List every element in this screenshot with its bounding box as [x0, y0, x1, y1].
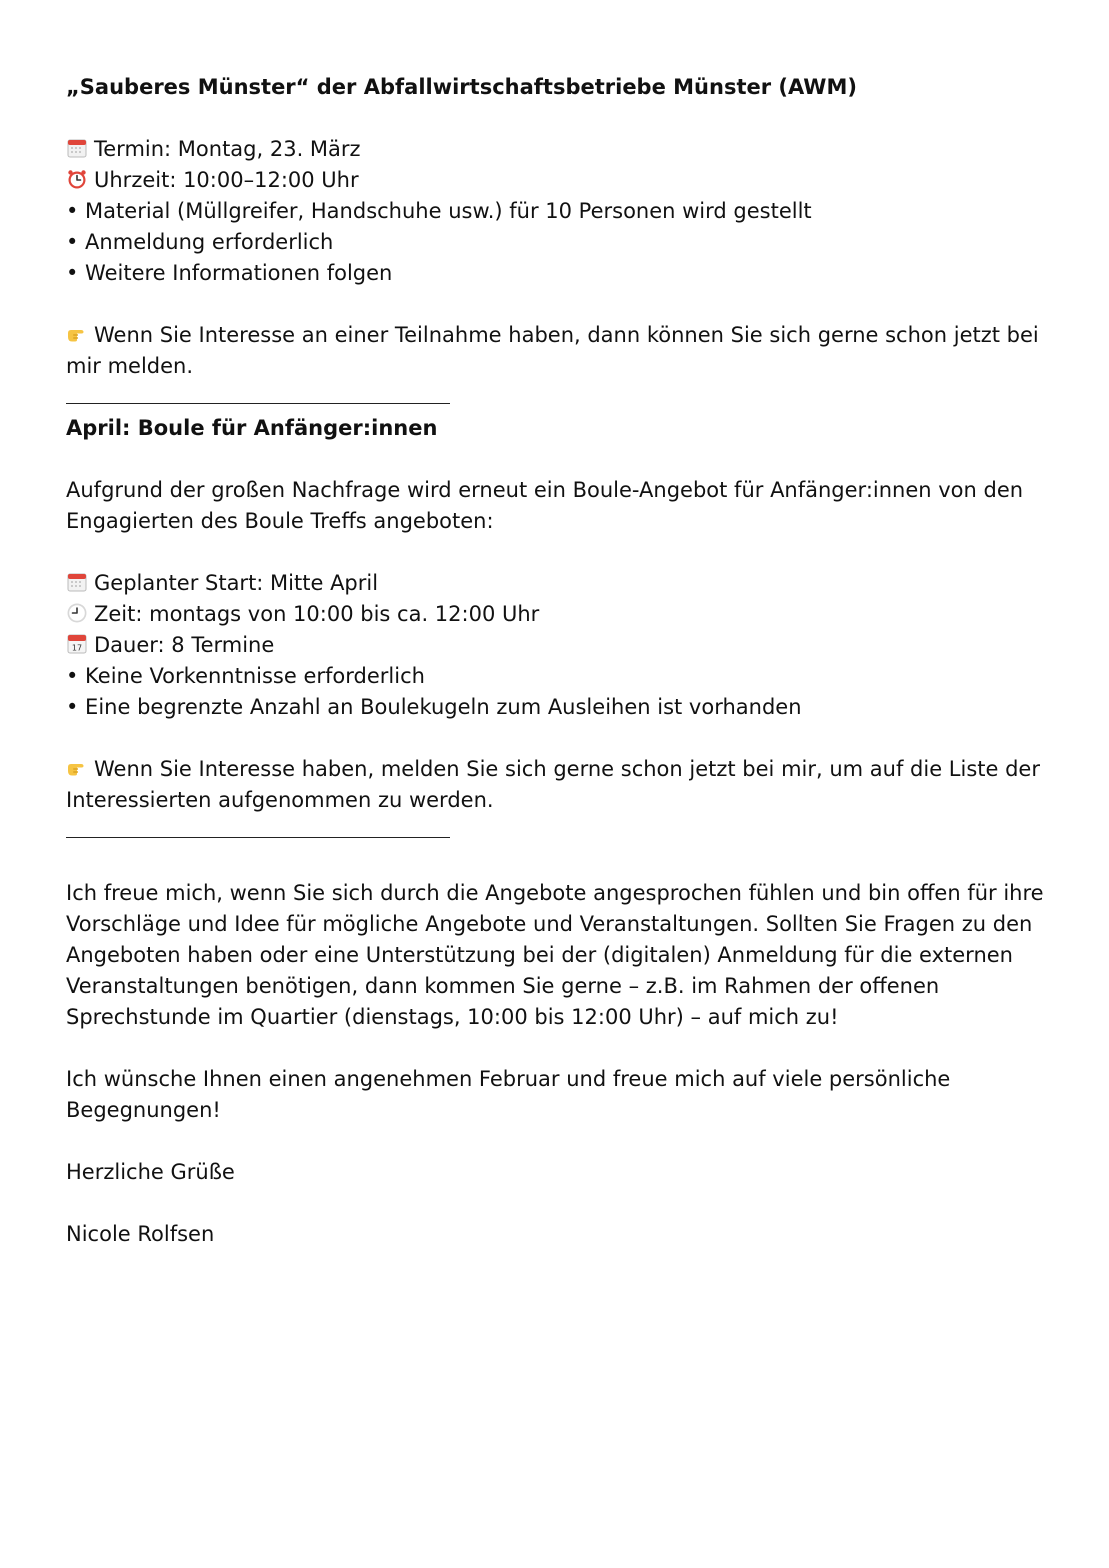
- divider-line: [66, 403, 450, 404]
- termin-text: Termin: Montag, 23. März: [94, 137, 361, 161]
- calendar-icon: [66, 137, 88, 159]
- zeit-line: [66, 599, 1056, 630]
- closing-paragraph-2: Ich wünsche Ihnen einen angenehmen Februar und freue mich auf viele persönliche Begegnungen!: [66, 1067, 951, 1122]
- bullet-item: • Eine begrenzte Anzahl an Boulekugeln zum Ausleihen ist vorhanden: [66, 695, 802, 719]
- bullet-item: • Anmeldung erforderlich: [66, 230, 334, 254]
- pointing-hand-icon: [66, 323, 88, 345]
- closing-paragraph-1: Ich freue mich, wenn Sie sich durch die Angebote angesprochen fühlen und bin offen für ihre Vorschläge und Idee für mögliche Angebote und Veranstaltungen. Sollten Sie Fragen zu den Angeboten haben oder eine Unterstützung bei der (digitalen) Anmeldung für die externen Veranstaltungen benötigen, dann kommen Sie gerne – z.B. im Rahmen der offenen Sprechstunde im Quartier (dienstags, 10:00 bis 12:00 Uhr) – auf mich zu!: [66, 881, 1044, 1029]
- uhrzeit-text: Uhrzeit: 10:00–12:00 Uhr: [94, 168, 359, 192]
- termin-line: [66, 134, 1056, 165]
- clock-icon: [66, 602, 88, 624]
- cta-text-1: Wenn Sie Interesse an einer Teilnahme haben, dann können Sie sich gerne schon jetzt bei mir melden.: [66, 323, 1039, 378]
- cta-paragraph-2: [66, 754, 1056, 816]
- divider-line: [66, 837, 450, 838]
- calendar-icon: [66, 571, 88, 593]
- signature: Nicole Rolfsen: [66, 1222, 215, 1246]
- calendar-17-icon: [66, 633, 88, 655]
- alarm-clock-icon: [66, 168, 88, 190]
- dauer-text: Dauer: 8 Termine: [94, 633, 275, 657]
- section-title-boule: April: Boule für Anfänger:innen: [66, 416, 438, 440]
- greeting: Herzliche Grüße: [66, 1160, 235, 1184]
- cta-text-2: Wenn Sie Interesse haben, melden Sie sich gerne schon jetzt bei mir, um auf die Liste der Interessierten aufgenommen zu werden.: [66, 757, 1040, 812]
- dauer-line: [66, 630, 1056, 661]
- bullet-item: • Keine Vorkenntnisse erforderlich: [66, 664, 425, 688]
- svg-text:17: 17: [71, 643, 83, 653]
- uhrzeit-line: [66, 165, 1056, 196]
- section-title-sauberes-muenster: „Sauberes Münster“ der Abfallwirtschaftsbetriebe Münster (AWM): [66, 75, 857, 99]
- pointing-hand-icon: [66, 757, 88, 779]
- start-text: Geplanter Start: Mitte April: [94, 571, 379, 595]
- boule-intro: Aufgrund der großen Nachfrage wird erneut ein Boule-Angebot für Anfänger:innen von den Engagierten des Boule Treffs angeboten:: [66, 478, 1024, 533]
- document-body: [66, 72, 1056, 1250]
- zeit-text: Zeit: montags von 10:00 bis ca. 12:00 Uhr: [94, 602, 540, 626]
- bullet-item: • Weitere Informationen folgen: [66, 261, 393, 285]
- bullet-item: • Material (Müllgreifer, Handschuhe usw.) für 10 Personen wird gestellt: [66, 199, 812, 223]
- start-line: [66, 568, 1056, 599]
- cta-paragraph-1: [66, 320, 1056, 382]
